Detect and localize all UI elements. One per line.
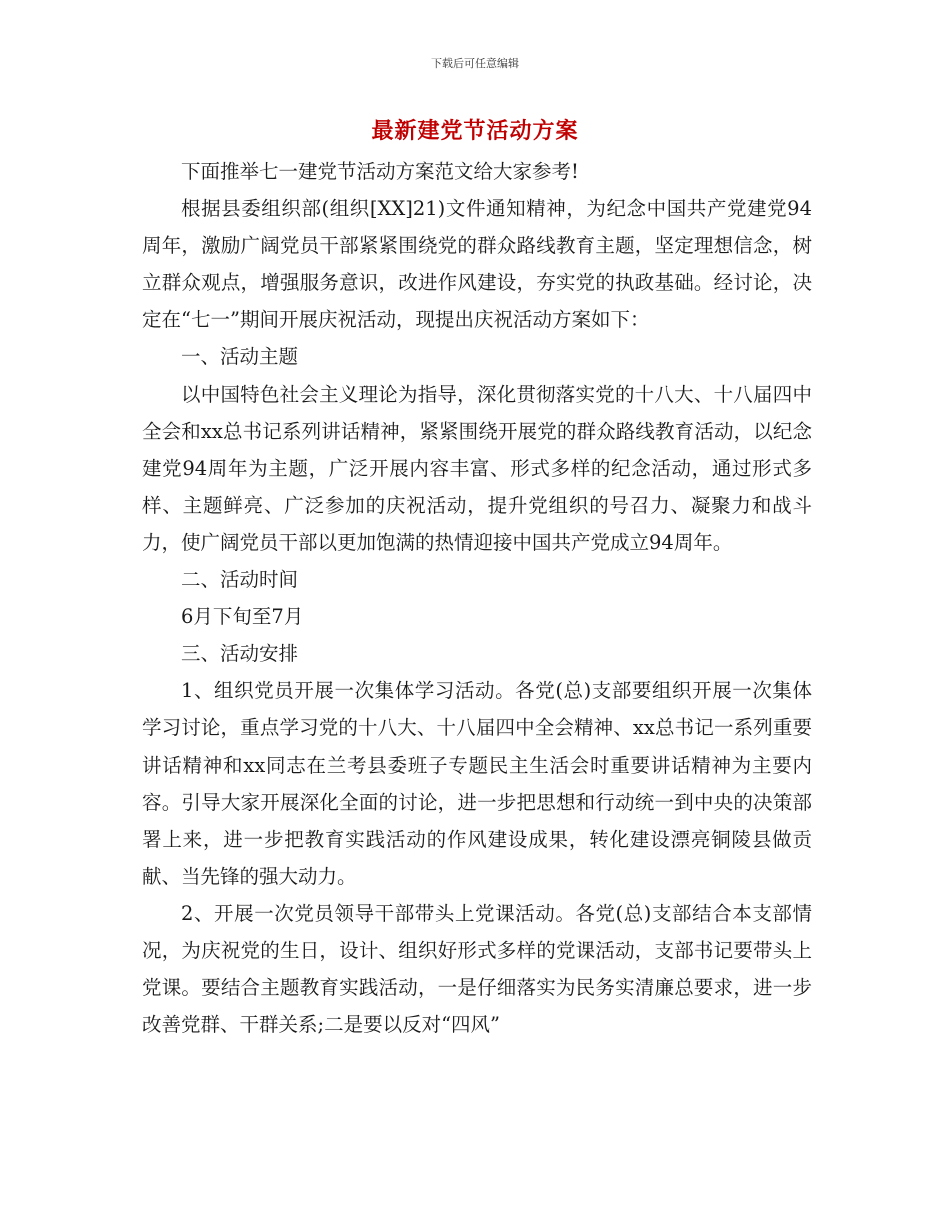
document-title: 最新建党节活动方案 <box>371 119 579 144</box>
paragraph-intro: 下面推举七一建党节活动方案范文给大家参考! <box>181 160 579 183</box>
page-header-note: 下载后可任意编辑 <box>431 57 519 70</box>
document-body <box>142 153 812 1043</box>
section-heading-time: 二、活动时间 <box>181 568 299 592</box>
paragraph-arrangement-2: 2、开展一次党员领导干部带头上党课活动。各党(总)支部结合本支部情况，为庆祝党的生日，设计、组织好形式多样的党课活动，支部书记要带头上党课。要结合主题教育实践活动，一是仔细落实为民务实清廉总要求，进一步改善党群、干群关系;二是要以反对“四风” <box>142 901 812 1037</box>
section-heading-arrangement: 三、活动安排 <box>181 642 299 666</box>
paragraph-time: 6月下旬至7月 <box>181 605 304 629</box>
paragraph-arrangement-1: 1、组织党员开展一次集体学习活动。各党(总)支部要组织开展一次集体学习讨论，重点学习党的十八大、十八届四中全会精神、xx总书记一系列重要讲话精神和xx同志在兰考县委班子专题民主生活会时重要讲话精神为主要内容。引导大家开展深化全面的讨论，进一步把思想和行动统一到中央的决策部署上来，进一步把教育实践活动的作风建设成果，转化建设漂亮铜陵县做贡献、当先锋的强大动力。 <box>142 679 812 888</box>
paragraph-background: 根据县委组织部(组织[XX]21)文件通知精神，为纪念中国共产党建党94周年，激励广阔党员干部紧紧围绕党的群众路线教育主题，坚定理想信念，树立群众观点，增强服务意识，改进作风建设，夯实党的执政基础。经讨论，决定在“七一”期间开展庆祝活动，现提出庆祝活动方案如下： <box>142 197 812 332</box>
paragraph-theme: 以中国特色社会主义理论为指导，深化贯彻落实党的十八大、十八届四中全会和xx总书记系列讲话精神，紧紧围绕开展党的群众路线教育活动，以纪念建党94周年为主题，广泛开展内容丰富、形式多样的纪念活动，通过形式多样、主题鲜亮、广泛参加的庆祝活动，提升党组织的号召力、凝聚力和战斗力，使广阔党员干部以更加饱满的热情迎接中国共产党成立94周年。 <box>142 382 812 554</box>
section-heading-theme: 一、活动主题 <box>181 345 299 369</box>
